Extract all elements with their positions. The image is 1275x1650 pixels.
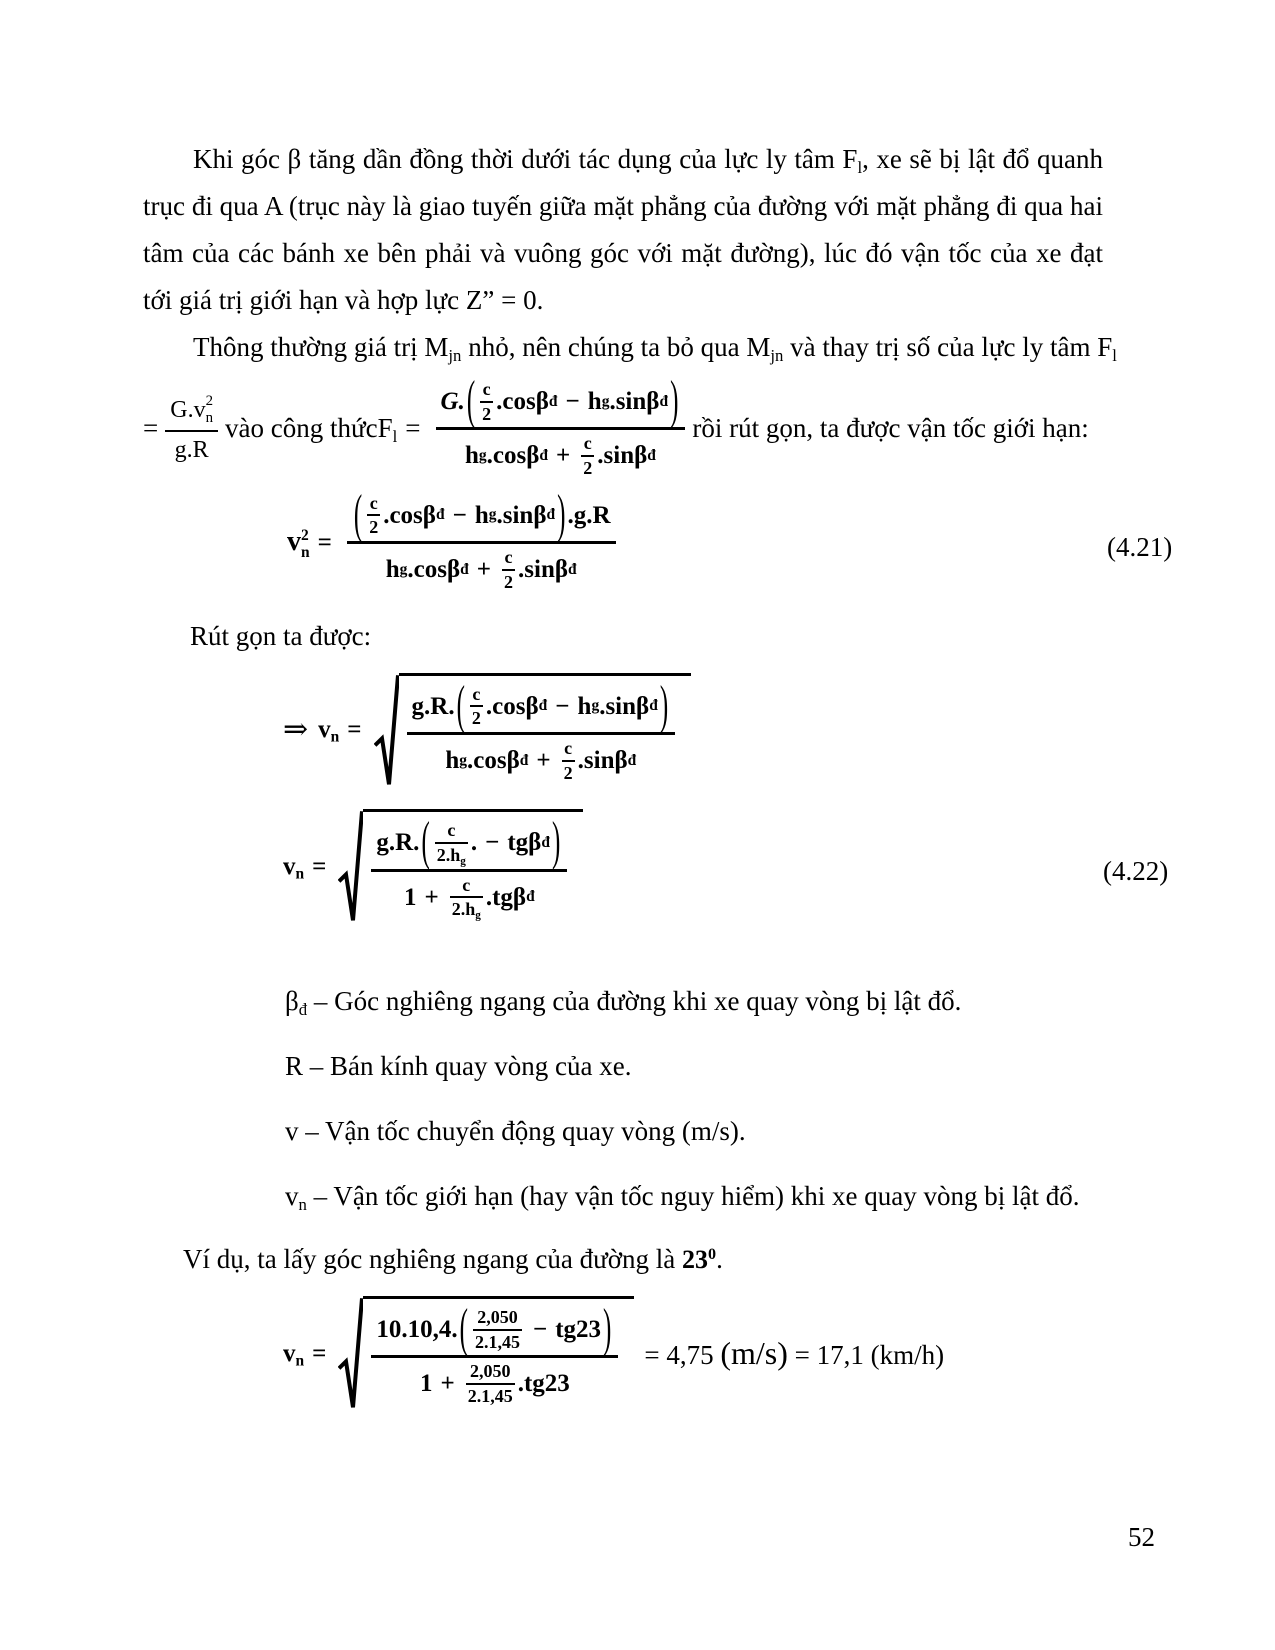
definition-beta-d: $\beta_đ$ – Góc nghiêng ngang của đường khi xe quay vòng bị lật đổ. bbox=[285, 986, 962, 1020]
fraction-bar bbox=[371, 1355, 618, 1358]
fraction-2050-2145: 2,050 2.1,45 bbox=[474, 1307, 520, 1352]
fraction-c-2: c 2 bbox=[504, 547, 514, 592]
fraction-2050-2145: 2,050 2.1,45 bbox=[467, 1361, 513, 1407]
fraction-c-2: c 2 bbox=[482, 379, 492, 424]
page-content bbox=[143, 136, 1173, 1411]
equation-label-4-21: (4.21) bbox=[1107, 531, 1173, 562]
text-rut-gon: Rút gọn ta được: bbox=[190, 620, 372, 651]
fraction-c-2: c 2 bbox=[369, 492, 379, 538]
definition-symbol: $v_n$ bbox=[285, 1181, 307, 1215]
symbol-Fl: $F_l$ bbox=[1097, 332, 1117, 366]
paragraph-mjn: Thông thường giá trị $M_{jn}$ nhỏ, nên chúng ta bỏ qua $M_{jn}$ và thay trị số của lực ly tâm $F_l$ bbox=[193, 332, 1117, 366]
fraction-Fl-expression: G. ( c 2 .cosβ đ − h g .sinβ đ ) h g .cosβ đ + c 2 .sinβ đ bbox=[436, 379, 686, 479]
fraction-c-2: c 2 bbox=[563, 737, 573, 783]
formula-fl-substitution: = G.v 2 n g.R vào công thức $F_l$ = G. ( c 2 .cosβ đ − h g .sinβ đ ) h g .cosβ đ + c 2 .sinβ đ rồi rút gọn, ta được vận tốc giới hạn: bbox=[143, 372, 1089, 479]
equation-vn-derived: ⇒ $v_n$ = g.R. ( c 2 .cosβ đ − h g .sinβ đ ) h g .cosβ đ + c 2 .sinβ đ bbox=[283, 673, 1103, 788]
definition-v: v – Vận tốc chuyển động quay vòng (m/s). bbox=[285, 1116, 746, 1146]
equation-4-21: v 2 n = ( c 2 .cosβ đ − h g .sinβ đ ) .g.R h g .cosβ đ + c 2 .sinβ đ (4.21) bbox=[287, 486, 1173, 592]
symbol-Fl: $F_l$ bbox=[842, 144, 863, 178]
fraction-under-root: g.R. ( c $2.h_g$ . − tgβ đ ) 1 + c $2.h_g$ . tgβ đ bbox=[371, 820, 567, 920]
paragraph-text: Khi góc β tăng dần đồng thời dưới tác dụng của lực ly tâm bbox=[193, 144, 843, 174]
fraction-c-2: c 2 bbox=[583, 433, 593, 479]
equation-numeric-example: $v_n$ = 10.10,4. ( 2,050 2.1,45 − tg23 ) 1 + 2,050 2.1,45 . tg23 = 4,75 (m/s) = 17,1 (km/h) bbox=[283, 1296, 1103, 1411]
paragraph-text: , xe sẽ bị lật đổ quanh trục đi qua A (trục này là giao tuyến giữa mặt phẳng của đường với mặt phẳng đi qua hai tâm của các bánh xe bên phải và vuông góc với mặt đường), lúc đó vận tốc của xe đạt tới giá trị giới hạn và hợp lực Z” = 0. bbox=[143, 144, 1103, 315]
square-root bbox=[338, 1296, 634, 1411]
symbol-Fl: $F_l$ bbox=[377, 413, 398, 447]
radical-sign-icon bbox=[374, 673, 399, 788]
fraction-bar bbox=[371, 869, 567, 872]
fraction-bar bbox=[165, 430, 218, 432]
vn-symbol: $v_n$ bbox=[283, 853, 305, 883]
fraction-bar bbox=[347, 541, 616, 544]
vn-symbol: $v_n$ bbox=[318, 716, 340, 746]
fraction-c-2: c 2 bbox=[471, 683, 481, 729]
definition-R: R – Bán kính quay vòng của xe. bbox=[285, 1051, 632, 1081]
fraction-bar bbox=[407, 732, 676, 735]
square-root bbox=[374, 673, 692, 788]
fraction-under-root: g.R. ( c 2 .cosβ đ − h g .sinβ đ ) h g .cosβ đ + c 2 .sinβ đ bbox=[407, 684, 676, 784]
example-statement: Ví dụ, ta lấy góc nghiêng ngang của đường là $23^0$. bbox=[183, 1244, 723, 1274]
angle-value: $23^0$ bbox=[682, 1245, 717, 1274]
fraction-under-root: 10.10,4. ( 2,050 2.1,45 − tg23 ) 1 + 2,050 2.1,45 . tg23 bbox=[371, 1307, 618, 1407]
square-root bbox=[338, 809, 583, 924]
page-number: 52 bbox=[1128, 1522, 1155, 1552]
fraction-4-21: ( c 2 .cosβ đ − h g .sinβ đ ) .g.R h g .cosβ đ + c 2 .sinβ đ bbox=[347, 493, 616, 593]
vn-symbol: $v_n$ bbox=[283, 1339, 305, 1370]
radical-sign-icon bbox=[338, 809, 363, 924]
equation-label-4-22: (4.22) bbox=[1103, 856, 1169, 887]
unit-ms: (m/s) bbox=[720, 1335, 788, 1372]
implies-arrow-icon: ⇒ bbox=[283, 713, 309, 747]
definition-symbol: R bbox=[285, 1051, 304, 1081]
vn-squared-scripts: 2 n bbox=[205, 393, 214, 426]
vn-squared: v 2 n bbox=[287, 525, 310, 562]
fraction-c-2hg: c $2.h_g$ bbox=[436, 820, 466, 868]
result-value: = 4,75 (m/s) = 17,1 (km/h) bbox=[644, 1335, 945, 1372]
fraction-c-2hg: c $2.h_g$ bbox=[451, 874, 481, 922]
definition-symbol: $\beta_đ$ bbox=[285, 986, 308, 1020]
paragraph-overturn-intro bbox=[143, 136, 1103, 324]
equation-4-22: $v_n$ = g.R. ( c $2.h_g$ . − tgβ đ ) 1 + c $2.h_g$ . tgβ đ (4.22) bbox=[283, 809, 1103, 924]
fraction-gvn2-gr: G.v 2 n g.R bbox=[165, 393, 218, 464]
radical-sign-icon bbox=[338, 1296, 363, 1411]
definition-symbol: v bbox=[285, 1116, 299, 1146]
definition-vn: $v_n$ – Vận tốc giới hạn (hay vận tốc nguy hiểm) khi xe quay vòng bị lật đổ. bbox=[285, 1181, 1080, 1215]
